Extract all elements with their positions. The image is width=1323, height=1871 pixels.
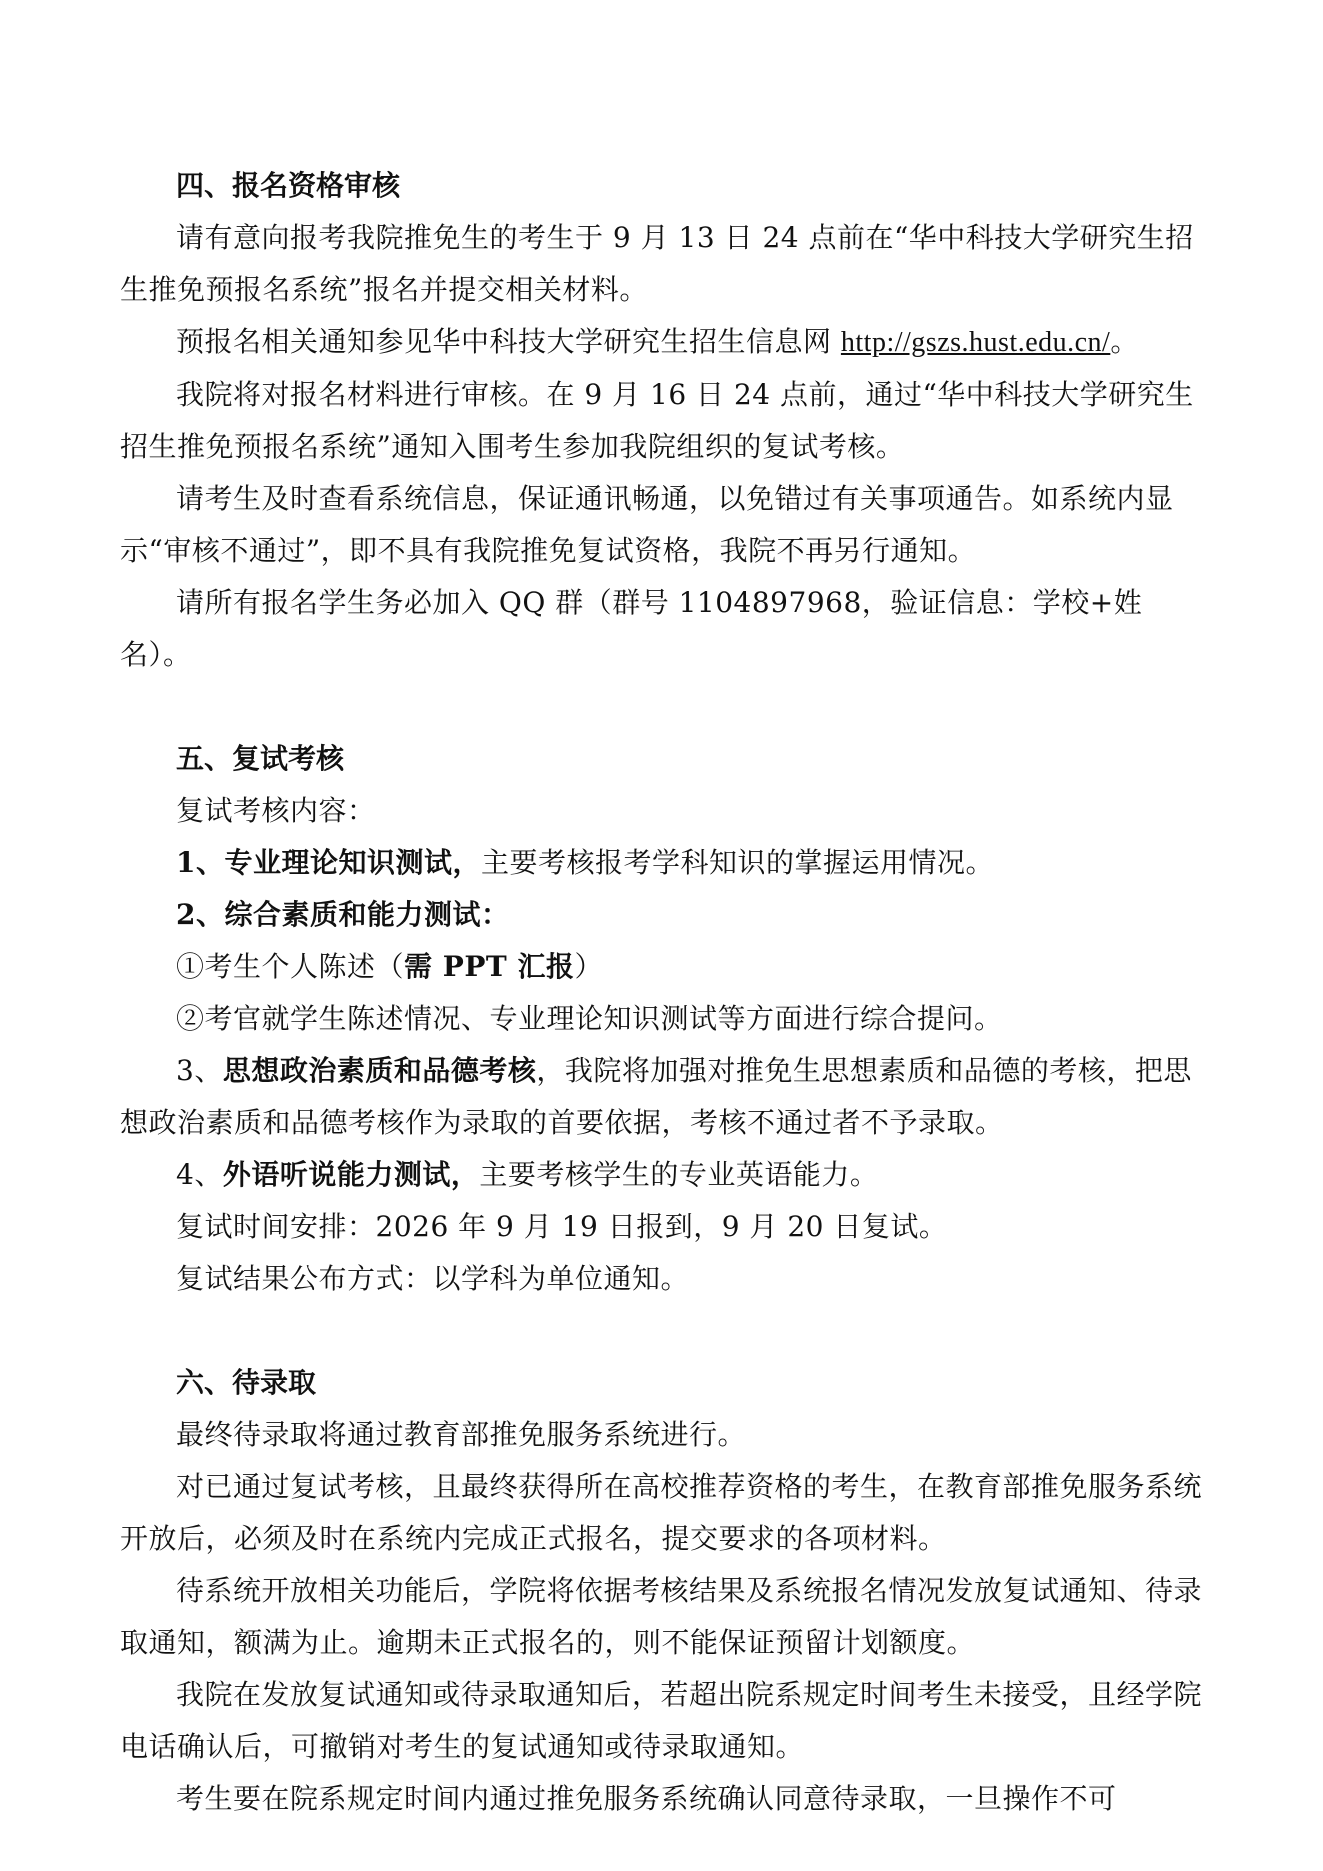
- list-item: [120, 1045, 1210, 1149]
- paragraph: 请有意向报考我院推免生的考生于 9 月 13 日 24 点前在“华中科技大学研究生招生推免预报名系统”报名并提交相关材料。: [120, 221, 1194, 306]
- list-subitem: [120, 941, 1210, 993]
- paragraph-text: 预报名相关通知参见华中科技大学研究生招生信息网: [176, 325, 841, 358]
- admissions-website-link[interactable]: http://gszs.hust.edu.cn/: [840, 327, 1111, 358]
- paragraph: 复试时间安排：2026 年 9 月 19 日报到，9 月 20 日复试。: [176, 1210, 948, 1243]
- document-page: [120, 160, 1210, 1825]
- item-text: ①考生个人陈述（: [176, 950, 405, 983]
- item-text: ，我院将加强对推免生思想素质和品德的考核，把思想政治素质和品德考核作为录取的首要依据，考核不通过者不予录取。: [120, 1054, 1192, 1139]
- paragraph: 最终待录取将通过教育部推免服务系统进行。: [176, 1418, 747, 1451]
- paragraph: 待系统开放相关功能后，学院将依据考核结果及系统报名情况发放复试通知、待录取通知，额满为止。逾期未正式报名的，则不能保证预留计划额度。: [120, 1574, 1203, 1659]
- item-title: 思想政治素质和品德考核: [222, 1054, 537, 1087]
- section-heading-retest: 五、复试考核: [176, 742, 345, 775]
- item-text: 主要考核学生的专业英语能力。: [479, 1158, 879, 1191]
- item-number: 4、: [176, 1158, 223, 1191]
- spacer: [120, 1305, 1210, 1357]
- list-item: [120, 889, 1210, 941]
- paragraph: 对已通过复试考核，且最终获得所在高校推荐资格的考生，在教育部推免服务系统开放后，必须及时在系统内完成正式报名，提交要求的各项材料。: [120, 1470, 1203, 1555]
- list-subitem: ②考官就学生陈述情况、专业理论知识测试等方面进行综合提问。: [176, 1002, 1003, 1035]
- section-heading-qualification-review: 四、报名资格审核: [176, 169, 401, 202]
- item-title: 2、综合素质和能力测试：: [176, 898, 510, 931]
- paragraph: 复试考核内容：: [176, 794, 376, 827]
- paragraph: [120, 316, 1210, 369]
- item-number: 3、: [176, 1054, 223, 1087]
- paragraph: 请考生及时查看系统信息，保证通讯畅通，以免错过有关事项通告。如系统内显示“审核不通过”，即不具有我院推免复试资格，我院不再另行通知。: [120, 482, 1174, 567]
- list-item: [120, 837, 1210, 889]
- paragraph: 我院在发放复试通知或待录取通知后，若超出院系规定时间考生未接受，且经学院电话确认后，可撤销对考生的复试通知或待录取通知。: [120, 1678, 1203, 1763]
- paragraph: 复试结果公布方式：以学科为单位通知。: [176, 1262, 690, 1295]
- item-emphasis: 需 PPT 汇报: [404, 950, 575, 983]
- paragraph: 我院将对报名材料进行审核。在 9 月 16 日 24 点前，通过“华中科技大学研究生招生推免预报名系统”通知入围考生参加我院组织的复试考核。: [120, 378, 1194, 463]
- section-heading-admission: 六、待录取: [176, 1366, 317, 1399]
- paragraph-text: 。: [1110, 325, 1139, 358]
- list-item: [120, 1149, 1210, 1201]
- spacer: [120, 681, 1210, 733]
- item-text: ）: [574, 950, 603, 983]
- item-text: 主要考核报考学科知识的掌握运用情况。: [480, 846, 994, 879]
- item-title: 外语听说能力测试，: [222, 1158, 480, 1191]
- paragraph: 请所有报名学生务必加入 QQ 群（群号 1104897968，验证信息：学校+姓名）。: [120, 586, 1143, 671]
- item-title: 1、专业理论知识测试，: [176, 846, 481, 879]
- paragraph: 考生要在院系规定时间内通过推免服务系统确认同意待录取，一旦操作不可: [176, 1782, 1117, 1815]
